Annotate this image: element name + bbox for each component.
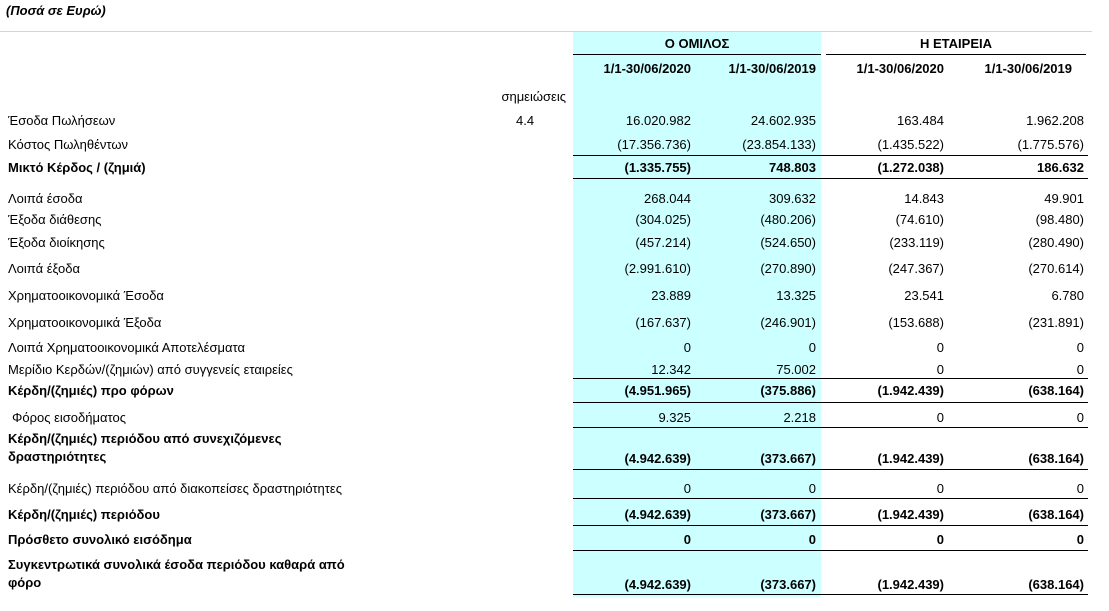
value-cell: 49.901 [1044,191,1084,206]
value-cell: (373.667) [760,577,816,592]
value-cell: 0 [683,481,691,496]
row-label-cost-of-sales: Κόστος Πωληθέντων [8,137,128,152]
group-header: Ο ΟΜΙΛΟΣ [664,36,730,51]
value-cell: (74.610) [895,212,944,227]
value-cell: 0 [1076,410,1084,425]
value-cell: (1.942.439) [877,507,944,522]
company-header: Η ΕΤΑΙΡΕΙΑ [920,36,992,51]
row-label-gross-profit: Μικτό Κέρδος / (ζημιά) [8,160,146,175]
row-label-selling-expenses: Έξοδα διάθεσης [8,212,102,227]
subtotal-rule [573,498,1088,499]
period-header-group-2019: 1/1-30/06/2019 [728,61,816,76]
value-cell: (4.942.639) [624,507,691,522]
value-cell: 1.962.208 [1026,113,1084,128]
subtotal-rule [573,155,1088,156]
value-cell: 0 [683,532,691,547]
value-cell: 6.780 [1051,288,1084,303]
row-label-other-finance-results: Λοιπά Χρηματοοικονομικά Αποτελέσματα [8,340,245,355]
value-cell: (1.942.439) [877,577,944,592]
value-cell: (1.272.038) [877,160,944,175]
value-cell: 23.889 [651,288,691,303]
row-label-other-expenses: Λοιπά έξοδα [8,261,80,276]
value-cell: (373.667) [760,507,816,522]
row-label-discontinued-ops: Κέρδη/(ζημιές) περιόδου από διακοπείσες δραστηριότητες [8,481,342,496]
value-cell: (98.480) [1035,212,1084,227]
total-rule [573,402,1088,403]
value-cell: (304.025) [635,212,691,227]
subtotal-rule [573,550,1088,551]
value-cell: (1.335.755) [624,160,691,175]
row-label-income-tax: Φόρος εισοδήματος [12,410,126,425]
value-cell: 2.218 [783,410,816,425]
value-cell: 14.843 [904,191,944,206]
value-cell: 12.342 [651,362,691,377]
value-cell: (167.637) [635,315,691,330]
value-cell: (480.206) [760,212,816,227]
value-cell: 24.602.935 [750,113,816,128]
row-label-total-comprehensive-line1: Συγκεντρωτικά συνολικά έσοδα περιόδου καθαρά από [8,557,345,572]
value-cell: 0 [1076,362,1084,377]
row-label-period-profit: Κέρδη/(ζημιές) περιόδου [8,507,160,522]
value-cell: 0 [936,362,944,377]
value-cell: (1.775.576) [1017,137,1084,152]
value-cell: (1.942.439) [877,451,944,466]
value-cell: (4.942.639) [624,577,691,592]
row-label-profit-before-tax: Κέρδη/(ζημιές) προ φόρων [8,383,174,398]
row-label-continuing-ops-line2: δραστηριότητες [8,449,107,464]
value-cell: 748.803 [769,160,816,175]
value-cell: (373.667) [760,451,816,466]
value-cell: (375.886) [760,383,816,398]
value-cell: (17.356.736) [617,137,691,152]
group-header-rule [573,54,821,55]
row-label-share-of-associates: Μερίδιο Κερδών/(ζημιών) από συγγενείς εταιρείες [8,362,293,377]
value-cell: 0 [808,532,816,547]
value-cell: 268.044 [644,191,691,206]
value-cell: 0 [1076,532,1084,547]
value-cell: 0 [936,340,944,355]
value-cell: (247.367) [888,261,944,276]
value-cell: 0 [936,481,944,496]
value-cell: (457.214) [635,235,691,250]
value-cell: (638.164) [1028,451,1084,466]
value-cell: 9.325 [658,410,691,425]
value-cell: (638.164) [1028,577,1084,592]
value-cell: 0 [683,340,691,355]
total-rule [573,469,1088,470]
subtotal-rule [573,427,1088,428]
company-header-rule [826,54,1086,55]
value-cell: 75.002 [776,362,816,377]
row-label-revenue: Έσοδα Πωλήσεων [8,113,116,128]
value-cell: 0 [1076,340,1084,355]
value-cell: 0 [1076,481,1084,496]
value-cell: (4.942.639) [624,451,691,466]
total-rule [573,178,1088,179]
period-header-group-2020: 1/1-30/06/2020 [603,61,691,76]
period-header-company-2019: 1/1-30/06/2019 [984,61,1072,76]
value-cell: 309.632 [769,191,816,206]
total-rule [573,594,1088,595]
value-cell: 13.325 [776,288,816,303]
value-cell: (638.164) [1028,507,1084,522]
value-cell: (270.890) [760,261,816,276]
value-cell: (1.942.439) [877,383,944,398]
notes-column-header: σημειώσεις [501,89,566,104]
value-cell: (153.688) [888,315,944,330]
value-cell: 0 [936,410,944,425]
value-cell: 0 [808,340,816,355]
value-cell: 0 [808,481,816,496]
row-note-revenue: 4.4 [516,113,535,128]
value-cell: (23.854.133) [742,137,816,152]
value-cell: 23.541 [904,288,944,303]
row-label-admin-expenses: Έξοδα διοίκησης [8,235,105,250]
value-cell: (4.951.965) [624,383,691,398]
row-label-total-comprehensive-line2: φόρο [8,575,42,590]
value-cell: (233.119) [889,235,944,250]
value-cell: (2.991.610) [624,261,691,276]
period-header-company-2020: 1/1-30/06/2020 [856,61,944,76]
value-cell: 0 [936,532,944,547]
row-label-other-income: Λοιπά έσοδα [8,191,83,206]
row-label-other-comprehensive-income: Πρόσθετο συνολικό εισόδημα [8,532,192,547]
row-label-finance-income: Χρηματοοικονομικά Έσοδα [8,288,164,303]
value-cell: (638.164) [1028,383,1084,398]
top-gridline [0,31,1092,32]
value-cell: (231.891) [1028,315,1084,330]
value-cell: (1.435.522) [877,137,944,152]
total-rule [573,525,1088,526]
value-cell: (524.650) [760,235,816,250]
value-cell: 186.632 [1037,160,1084,175]
value-cell: (280.490) [1028,235,1084,250]
row-label-continuing-ops-line1: Κέρδη/(ζημιές) περιόδου από συνεχιζόμενες [8,431,282,446]
value-cell: 163.484 [897,113,944,128]
value-cell: 16.020.982 [625,113,691,128]
amounts-note: (Ποσά σε Ευρώ) [6,3,106,18]
row-label-finance-costs: Χρηματοοικονομικά Έξοδα [8,315,162,330]
subtotal-rule [573,378,1088,379]
value-cell: (270.614) [1028,261,1084,276]
value-cell: (246.901) [760,315,816,330]
